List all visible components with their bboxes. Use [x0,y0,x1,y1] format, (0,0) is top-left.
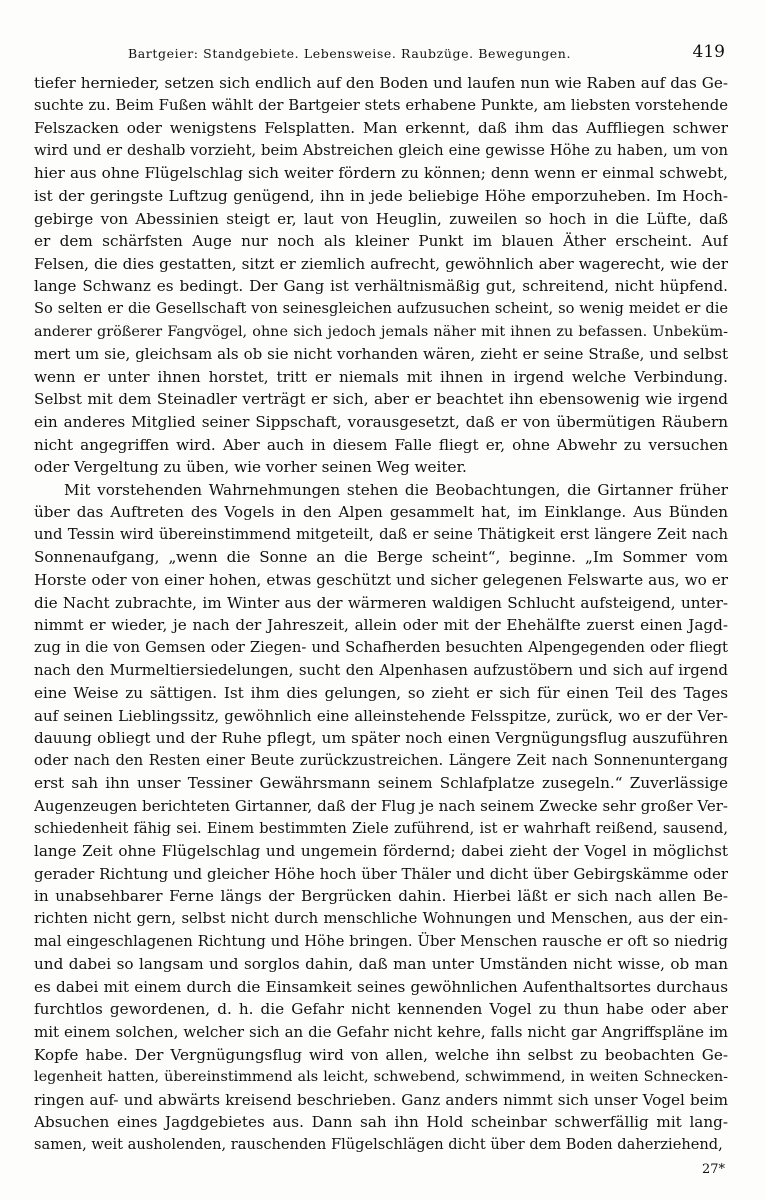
text-line: wird und er deshalb vorzieht, beim Abstreichen gleich eine gewisse Höhe zu haben, um von [34,141,728,159]
text-line: erst sah ihn unser Tessiner Gewährsmann seinem Schlafplatze zusegeln.“ Zuverlässige [34,774,728,793]
text-line: oder Vergeltung zu üben, wie vorher seinen Weg weiter. [34,458,467,477]
text-line: So selten er die Gesellschaft von seinesgleichen aufzusuchen scheint, so wenig meidet er die [34,299,728,317]
text-line: und dabei so langsam und sorglos dahin, daß man unter Umständen nicht wisse, ob man [34,955,728,974]
text-line: lange Schwanz es bedingt. Der Gang ist verhältnismäßig gut, schreitend, nicht hüpfend. [34,277,728,296]
text-line: es dabei mit einem durch die Einsamkeit seines gewöhnlichen Aufenthaltsortes durchaus [34,977,728,996]
text-line: er dem schärfsten Auge nur noch als kleiner Punkt im blauen Äther erscheint. Auf [34,232,728,251]
text-line: Absuchen eines Jagdgebietes aus. Dann sah ihn Hold scheinbar schwerfällig mit lang- [34,1113,728,1132]
printer-signature: 27* [701,1162,725,1177]
text-line: und Tessin wird übereinstimmend mitgeteilt, daß er seine Thätigkeit erst längere Zeit nach [34,525,728,543]
text-line: richten nicht gern, selbst nicht durch menschliche Wohnungen und Menschen, aus der ein- [34,909,728,927]
text-line: nach den Murmeltiersiedelungen, sucht den Alpenhasen aufzustöbern und sich auf irgend [34,661,728,680]
text-line: gerader Richtung und gleicher Höhe hoch über Thäler und dicht über Gebirgskämme oder [34,864,728,883]
text-line: furchtlos gewordenen, d. h. die Gefahr nicht kennenden Vogel zu thun habe oder aber [34,1000,728,1019]
text-line: Kopfe habe. Der Vergnügungsflug wird von allen, welche ihn selbst zu beobachten Ge- [34,1045,728,1064]
text-line: Augenzeugen berichteten Girtanner, daß der Flug je nach seinem Zwecke sehr großer Ver- [34,797,728,815]
text-line: in unabsehbarer Ferne längs der Bergrücken dahin. Hierbei läßt er sich nach allen Be- [34,887,728,906]
text-line: suchte zu. Beim Fußen wählt der Bartgeier stets erhabene Punkte, am liebsten vorstehende [34,96,728,114]
text-line: mit einem solchen, welcher sich an die Gefahr nicht kehre, falls nicht gar Angriffspläne im [34,1022,728,1041]
text-line: wenn er unter ihnen horstet, tritt er niemals mit ihnen in irgend welche Verbindung. [34,367,728,386]
text-line: Mit vorstehenden Wahrnehmungen stehen die Beobachtungen, die Girtanner früher [64,480,728,499]
page-header [34,40,725,66]
text-line: ein anderes Mitglied seiner Sippschaft, vorausgesetzt, daß er von übermütigen Räubern [34,412,728,431]
text-line: tiefer hernieder, setzen sich endlich auf den Boden und laufen nun wie Raben auf das Ge- [34,74,728,92]
paragraph [34,72,728,479]
text-line: oder nach den Resten einer Beute zurückzustreichen. Längere Zeit nach Sonnenuntergang [34,751,728,769]
text-line: nimmt er wieder, je nach der Jahreszeit, allein oder mit der Ehehälfte zuerst einen Jagd- [34,616,728,635]
page-number: 419 [692,42,725,62]
text-line: über das Auftreten des Vogels in den Alpen gesammelt hat, im Einklange. Aus Bünden [34,503,728,522]
text-line: Selbst mit dem Steinadler verträgt er sich, aber er beachtet ihn ebensowenig wie irgend [34,390,728,409]
text-line: mert um sie, gleichsam als ob sie nicht vorhanden wären, zieht er seine Straße, und selbst [34,345,728,364]
text-line: gebirge von Abessinien steigt er, laut von Heuglin, zuweilen so hoch in die Lüfte, daß [34,209,728,228]
text-line: legenheit hatten, übereinstimmend als leicht, schwebend, schwimmend, in weiten Schnecken- [34,1069,728,1086]
text-line: auf seinen Lieblingssitz, gewöhnlich eine alleinstehende Felsspitze, zurück, wo er der Ver- [34,706,728,725]
text-line: ist der geringste Luftzug genügend, ihn in jede beliebige Höhe emporzuheben. Im Hoch- [34,186,728,205]
text-line: schiedenheit fähig sei. Einem bestimmten Ziele zuführend, ist er wahrhaft reißend, sausend, [34,819,728,837]
paragraph [34,479,728,1157]
body-text [34,72,728,1157]
text-line: Horste oder von einer hohen, etwas geschützt und sicher gelegenen Felswarte aus, wo er [34,571,728,590]
text-line: mal eingeschlagenen Richtung und Höhe bringen. Über Menschen rausche er oft so niedrig [34,932,728,950]
text-line: dauung obliegt und der Ruhe pflegt, um später noch einen Vergnügungsflug auszuführen [34,729,728,748]
text-line: eine Weise zu sättigen. Ist ihm dies gelungen, so zieht er sich für einen Teil des Tages [34,684,728,703]
text-line: Sonnenaufgang, „wenn die Sonne an die Berge scheint“, beginne. „Im Sommer vom [34,548,728,567]
text-line: nicht angegriffen wird. Aber auch in diesem Falle fliegt er, ohne Abwehr zu versuchen [34,435,728,454]
text-line: samen, weit ausholenden, rauschenden Flügelschlägen dicht über dem Boden daherziehend, [34,1135,723,1153]
text-line: hier aus ohne Flügelschlag sich weiter fördern zu können; denn wenn er einmal schwebt, [34,164,728,183]
text-line: ringen auf- und abwärts kreisend beschrieben. Ganz anders nimmt sich unser Vogel beim [34,1090,728,1109]
text-line: die Nacht zubrachte, im Winter aus der wärmeren waldigen Schlucht aufsteigend, unter- [34,593,728,612]
text-line: zug in die von Gemsen oder Ziegen- und Schafherden besuchten Alpengegenden oder fliegt [34,638,728,656]
running-head: Bartgeier: Standgebiete. Lebensweise. Raubzüge. Bewegungen. [127,46,572,61]
text-line: Felszacken oder wenigstens Felsplatten. Man erkennt, daß ihm das Auffliegen schwer [34,119,728,138]
text-line: Felsen, die dies gestatten, sitzt er ziemlich aufrecht, gewöhnlich aber wagerecht, wie der [34,254,728,273]
text-line: lange Zeit ohne Flügelschlag und ungemein fördernd; dabei zieht der Vogel in möglichst [34,842,728,861]
text-line: anderer größerer Fangvögel, ohne sich jedoch jemals näher mit ihnen zu befassen. Unbeküm- [34,323,728,340]
